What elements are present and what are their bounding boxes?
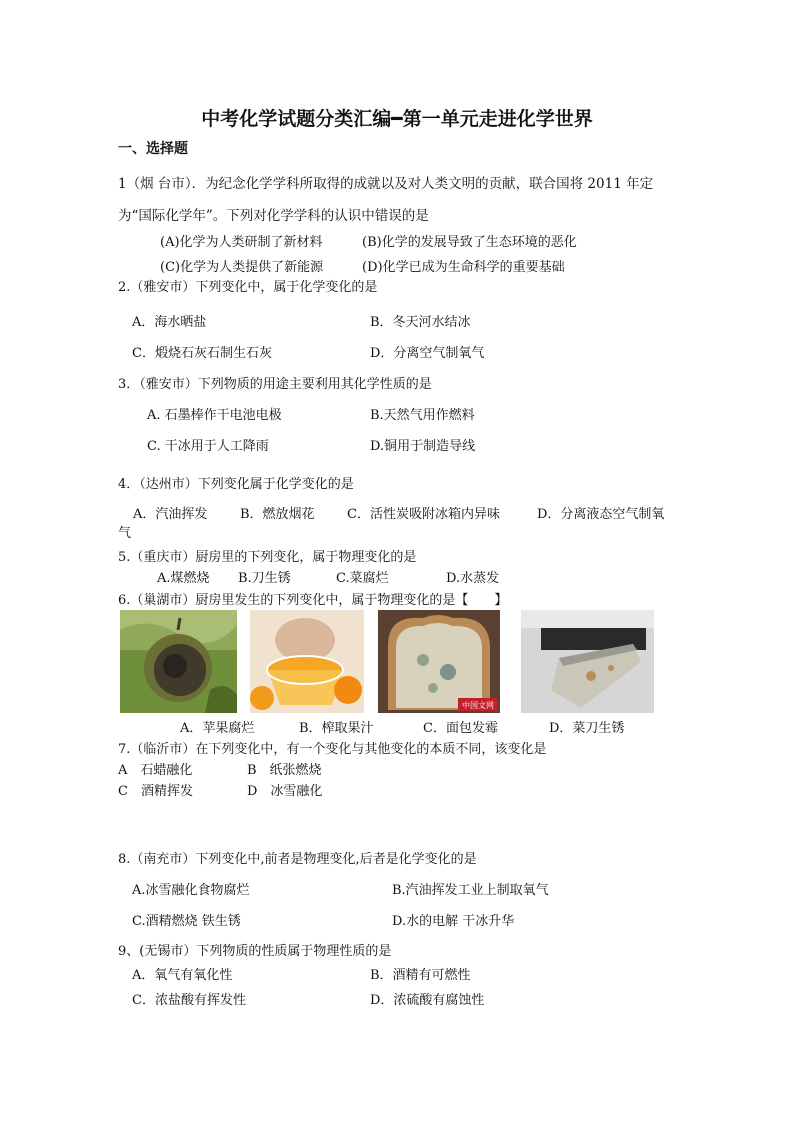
q7-option-c: C 酒精挥发 <box>118 784 193 799</box>
q4-option-c: C．活性炭吸附冰箱内异味 <box>347 507 500 522</box>
q5-option-d: D.水蒸发 <box>446 571 500 586</box>
q6-option-a: A．苹果腐烂 <box>180 721 255 736</box>
q8-option-c: C.酒精燃烧 铁生锈 <box>132 914 241 929</box>
q3-option-d: D.铜用于制造导线 <box>370 439 476 454</box>
q4-option-b: B．燃放烟花 <box>240 507 315 522</box>
q9-option-b: B．酒精有可燃性 <box>370 968 471 983</box>
moldy-bread-image <box>378 610 500 713</box>
q1-option-d: (D)化学已成为生命科学的重要基础 <box>362 260 565 275</box>
q8-option-d: D.水的电解 干冰升华 <box>392 914 515 929</box>
q8-option-b: B.汽油挥发工业上制取氧气 <box>392 883 549 898</box>
q6-option-c: C．面包发霉 <box>423 721 498 736</box>
q9-option-c: C．浓盐酸有挥发性 <box>132 993 246 1008</box>
section-heading: 一、选择题 <box>118 141 188 157</box>
q9-option-d: D．浓硫酸有腐蚀性 <box>370 993 485 1008</box>
q5-option-a: A.煤燃烧 <box>157 571 210 586</box>
q8-stem: 8.（南充市）下列变化中,前者是物理变化,后者是化学变化的是 <box>118 852 477 867</box>
q2-option-d: D．分离空气制氧气 <box>370 346 485 361</box>
q4-stem: 4．（达州市）下列变化属于化学变化的是 <box>118 477 354 492</box>
rusty-knife-image <box>521 610 654 713</box>
q5-option-b: B.刀生锈 <box>238 571 291 586</box>
q5-stem: 5.（重庆市）厨房里的下列变化，属于物理变化的是 <box>118 550 417 565</box>
q3-option-b: B.天然气用作燃料 <box>370 408 475 423</box>
watermark-text: 中国文网 <box>462 701 494 710</box>
q3-option-c: C. 干冰用于人工降雨 <box>147 439 269 454</box>
q7-stem: 7.（临沂市）在下列变化中，有一个变化与其他变化的本质不同，该变化是 <box>118 742 547 757</box>
page-title: 中考化学试题分类汇编━第一单元走进化学世界 <box>201 108 593 130</box>
q1-stem-line1: 1（烟 台市）．为纪念化学学科所取得的成就以及对人类文明的贡献，联合国将 2011 年定 <box>118 176 654 192</box>
q7-option-d: D 冰雪融化 <box>247 784 323 799</box>
q3-stem: 3．（雅安市）下列物质的用途主要利用其化学性质的是 <box>118 377 432 392</box>
q7-option-a: A 石蜡融化 <box>118 763 193 778</box>
q1-option-a: (A)化学为人类研制了新材料 <box>160 235 323 250</box>
q2-stem: 2.（雅安市）下列变化中，属于化学变化的是 <box>118 280 378 295</box>
q4-option-d: D．分离液态空气制氧 <box>537 507 665 522</box>
q9-option-a: A．氧气有氧化性 <box>132 968 233 983</box>
q2-option-a: A．海水晒盐 <box>132 315 207 330</box>
q3-option-a: A. 石墨棒作干电池电极 <box>147 408 282 423</box>
q2-option-c: C．煅烧石灰石制生石灰 <box>132 346 272 361</box>
q2-option-b: B．冬天河水结冰 <box>370 315 471 330</box>
q4-option-d-wrap: 气 <box>118 526 132 541</box>
q6-option-d: D．菜刀生锈 <box>549 721 625 736</box>
juicer-image <box>250 610 364 713</box>
rotten-apple-image <box>120 610 237 713</box>
q5-option-c: C.菜腐烂 <box>336 571 389 586</box>
q6-option-b: B．榨取果汁 <box>299 721 374 736</box>
q8-option-a: A.冰雪融化食物腐烂 <box>132 883 250 898</box>
q7-option-b: B 纸张燃烧 <box>247 763 322 778</box>
q1-option-c: (C)化学为人类提供了新能源 <box>160 260 324 275</box>
q1-stem-line2: 为“国际化学年”。下列对化学学科的认识中错误的是 <box>118 208 429 224</box>
q4-option-a: A．汽油挥发 <box>133 507 208 522</box>
q6-stem: 6.（巢湖市）厨房里发生的下列变化中，属于物理变化的是【 】 <box>118 593 508 608</box>
q1-option-b: (B)化学的发展导致了生态环境的恶化 <box>362 235 577 250</box>
q9-stem: 9、(无锡市）下列物质的性质属于物理性质的是 <box>118 944 392 959</box>
